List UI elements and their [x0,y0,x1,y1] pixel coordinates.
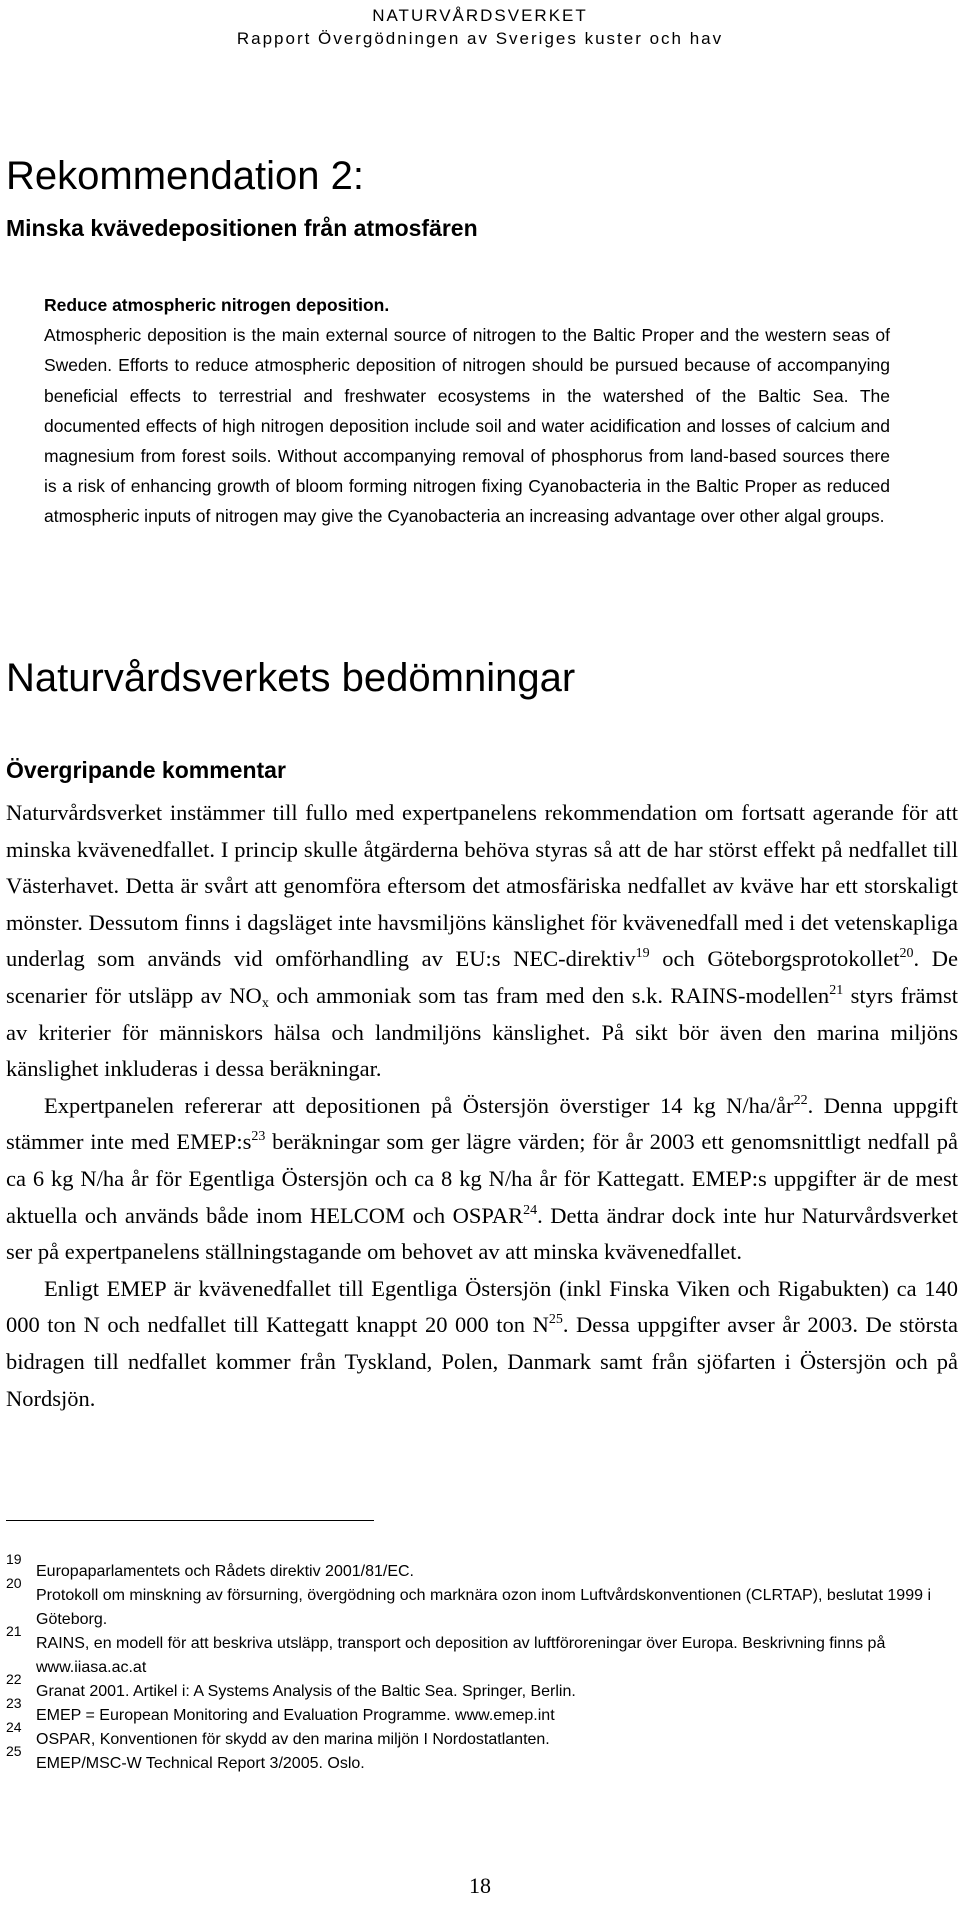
footnote-text: EMEP = European Monitoring and Evaluation Programme. www.emep.int [36,1707,555,1724]
assessment-body [6,795,958,1417]
paragraph-2 [6,1088,958,1271]
p3-text-a: Enligt EMEP är kvävenedfallet till Egentliga Östersjön (inkl Finska Viken och Rigabukten) ca 140 000 ton N och nedfallet till Kattegatt knappt 20 000 ton N [6,1275,958,1338]
footnote-text: EMEP/MSC-W Technical Report 3/2005. Oslo. [36,1755,365,1772]
footnote-text: Granat 2001. Artikel i: A Systems Analysis of the Baltic Sea. Springer, Berlin. [36,1683,576,1700]
p1-text-d: och ammoniak som tas fram med den s.k. RAINS-modellen [268,982,830,1008]
paragraph-3 [6,1271,958,1417]
footnote-ref-23: 23 [251,1129,266,1145]
footnote-number: 22 [6,1671,22,1687]
footnote-25 [6,1743,958,1776]
assessment-title: Naturvårdsverkets bedömningar [6,656,576,700]
footnote-text: Europaparlamentets och Rådets direktiv 2001/81/EC. [36,1563,414,1580]
p2-text-c: beräkningar som ger lägre värden; för år 2003 ett genomsnittligt nedfall på ca 6 kg N/ha år för Egentliga Östersjön och ca 8 kg N/ha år för Kattegatt. EMEP:s uppgifter är de mest aktuella och används både inom HELCOM och OSPAR [6,1129,959,1228]
p1-text-e: styrs främst av kriterier för människors hälsa och landmiljöns känslighet. På sikt bör även den marina miljöns känslighet inkluderas i dessa beräkningar. [6,982,958,1082]
page-number: 18 [469,1873,491,1898]
p2-text-a: Expertpanelen refererar att depositionen på Östersjön överstiger 14 kg N/ha/år [44,1092,794,1118]
footnote-23 [6,1695,958,1728]
p1-text-a: Naturvårdsverket instämmer till fullo med expertpanelens rekommendation om fortsatt agerande för att minska kvävenedfallet. I princip skulle åtgärderna behöva styras så att de har störst effekt på nedfallet till Västerhavet. Detta är svårt att genomföra eftersom det atmosfäriska nedfallet av kväve har ett storskaligt mönster. Dessutom finns i dagsläget inte havsmiljöns känslighet för kvävenedfall med i det vetenskapliga underlag som används vid omförhandling av EU:s NEC-direktiv [6,800,958,972]
footnote-number: 23 [6,1695,22,1711]
footnote-number: 25 [6,1743,22,1759]
footnote-number: 24 [6,1719,22,1735]
recommendation-subtitle: Minska kvävedepositionen från atmosfären [6,215,478,241]
p1-text-c: . De scenarier för utsläpp av NO [6,946,958,1008]
footnote-ref-21: 21 [829,982,844,998]
footnote-separator [6,1520,374,1521]
recommendation-title: Rekommendation 2: [6,154,364,198]
summary-text: Atmospheric deposition is the main external source of nitrogen to the Baltic Proper and the western seas of Sweden. Efforts to reduce atmospheric deposition of nitrogen should be pursued because of accompanying beneficial effects to terrestrial and freshwater ecosystems in the watershed of the Baltic Sea. The documented effects of high nitrogen deposition include soil and water acidification and losses of calcium and magnesium from forest soils. Without accompanying removal of phosphorus from land-based sources there is a risk of enhancing growth of bloom forming nitrogen fixing Cyanobacteria in the Baltic Proper as reduced atmospheric inputs of nitrogen may give the Cyanobacteria an increasing advantage over other algal groups. [44,325,890,527]
footnote-text: OSPAR, Konventionen för skydd av den marina miljön I Nordostatlanten. [36,1731,550,1748]
footnote-number: 20 [6,1575,22,1591]
footnote-21 [6,1623,958,1680]
footnote-24 [6,1719,958,1752]
footnote-20 [6,1575,958,1632]
footnote-ref-25: 25 [548,1312,563,1328]
nox-subscript: x [261,995,269,1011]
footnote-text: Protokoll om minskning av försurning, övergödning och marknära ozon inom Luftvårdskonventionen (CLRTAP), beslutat 1999 i Göteborg. [36,1587,931,1628]
assessment-subtitle: Övergripande kommentar [6,757,286,783]
footnote-ref-24: 24 [523,1202,538,1218]
p2-text-b: . Denna uppgift stämmer inte med EMEP:s [6,1092,958,1155]
p3-text-b: . Dessa uppgifter avser år 2003. De största bidragen till nedfallet kommer från Tyskland, Polen, Danmark samt från sjöfarten i Östersjön och på Nordsjön. [6,1312,959,1411]
page-header [0,4,960,50]
footnote-22 [6,1671,958,1704]
footnote-number: 21 [6,1623,22,1639]
header-org: NATURVÅRDSVERKET [372,6,588,25]
footnote-19 [6,1551,958,1584]
footnotes [6,1551,958,1776]
footnote-ref-19: 19 [635,946,650,962]
header-report-title: Rapport Övergödningen av Sveriges kuster och hav [236,29,724,48]
english-summary [44,290,890,532]
footnote-ref-22: 22 [793,1092,808,1108]
footnote-number: 19 [6,1551,22,1567]
paragraph-1 [6,795,958,1088]
summary-lead: Reduce atmospheric nitrogen deposition. [44,295,390,315]
footnote-ref-20: 20 [899,946,914,962]
p2-text-d: . Detta ändrar dock inte hur Naturvårdsverket ser på expertpanelens ställningstagande om behovet av att minska kvävenedfallet. [6,1202,958,1265]
p1-text-b: och Göteborgsprotokollet [649,946,900,972]
footnote-text: RAINS, en modell för att beskriva utsläpp, transport och deposition av luftföroreningar över Europa. Beskrivning finns på www.iiasa.ac.at [36,1635,886,1676]
